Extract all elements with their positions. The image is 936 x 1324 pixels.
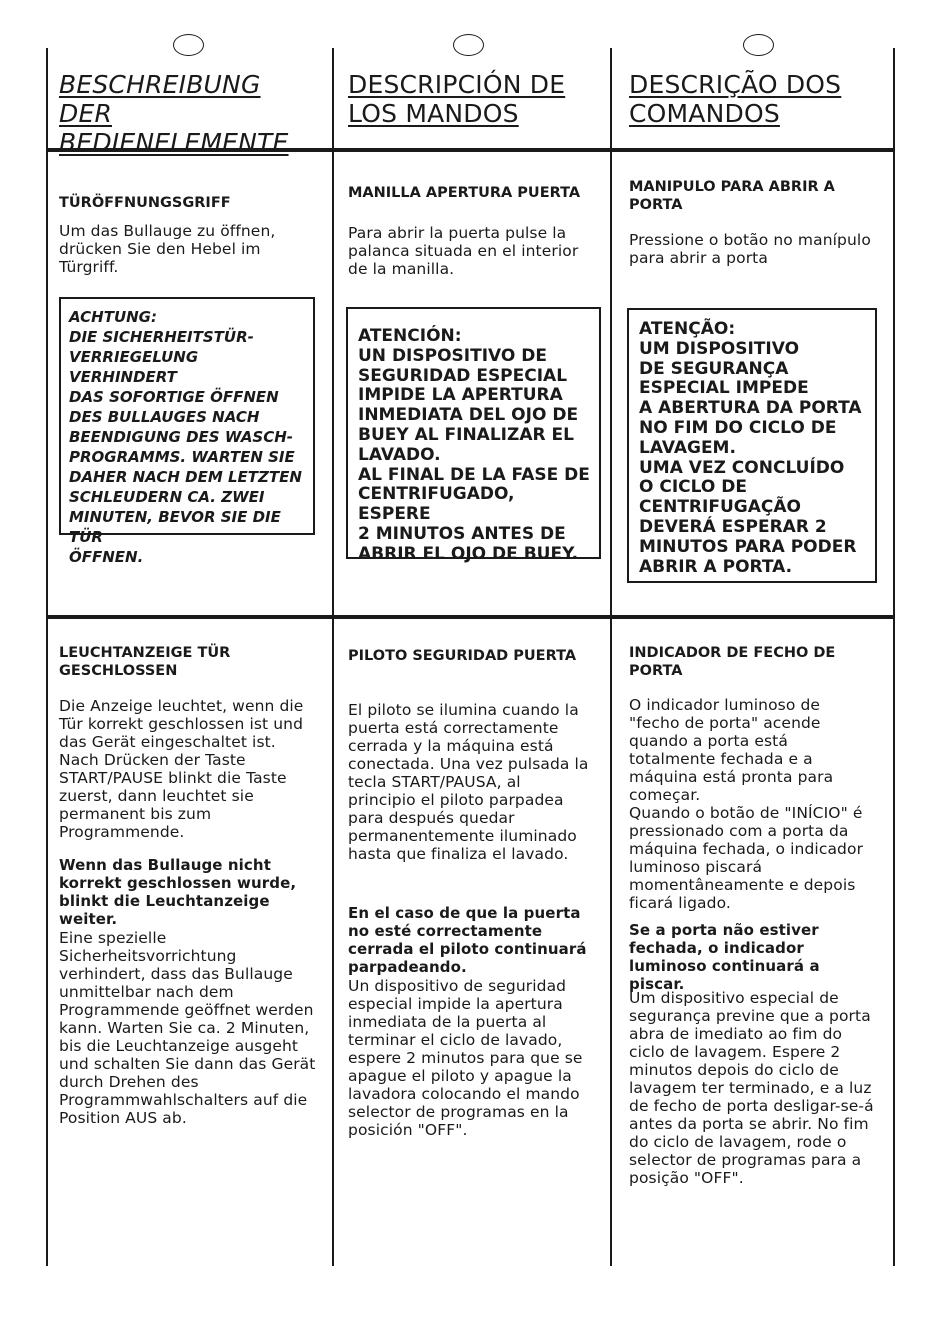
section-bold-text: Se a porta não estiver fechada, o indicador luminoso continuará a piscar. <box>629 921 820 993</box>
section-bold-text: Wenn das Bullauge nicht korrekt geschlossen wurde, blinkt die Leuchtanzeige weiter. <box>59 856 297 928</box>
section-text: Eine spezielle Sicherheitsvorrichtung verhindert, dass das Bullauge unmittelbar nach dem Programmende geöffnet werden kann. Warten Sie ca. 2 Minuten, bis die Leuchtanzeige ausgeht und schalten Sie dann das Gerät durch Drehen des Programmwahlschalters auf die Position AUS ab. <box>59 929 316 1127</box>
column-divider-2 <box>610 48 612 1266</box>
section-text: El piloto se ilumina cuando la puerta está correctamente cerrada y la máquina está conectada. Una vez pulsada la tecla START/PAUSA, al principio el piloto parpadea para después quedar permanentemente iluminado hasta que finaliza el lavado. <box>348 701 589 863</box>
title-line: DESCRIÇÃO DOS <box>629 70 842 99</box>
section-heading: MANILLA APERTURA PUERTA <box>348 185 581 201</box>
title-line: DESCRIPCIÓN DE <box>348 70 566 99</box>
language-mark-es <box>453 34 484 56</box>
section-rule <box>47 615 894 619</box>
section-text: Um das Bullauge zu öffnen, drücken Sie den Hebel im Türgriff. <box>59 222 276 276</box>
warning-box <box>346 307 601 564</box>
warning-text: ACHTUNG: DIE SICHERHEITSTÜR- VERRIEGELUNG VERHINDERT DAS SOFORTIGE ÖFFNEN DES BULLAUGES NACH BEENDIGUNG DES WASCH- PROGRAMMS. WARTEN SIE DAHER NACH DEM LETZTEN SCHLEUDERN CA. ZWEI MINUTEN, BEVOR SIE DIE TÜR ÖFFNEN. <box>69 308 302 566</box>
column-title-de <box>59 70 321 157</box>
column-title-es <box>348 70 600 128</box>
title-line: COMANDOS <box>629 99 780 128</box>
column-divider-right <box>893 48 895 1266</box>
column-divider-left <box>46 48 48 1266</box>
section-text: Pressione o botão no manípulo para abrir a porta <box>629 231 871 267</box>
section-heading: LEUCHTANZEIGE TÜR GESCHLOSSEN <box>59 645 231 679</box>
section-text: Um dispositivo especial de segurança previne que a porta abra de imediato ao fim do ciclo de lavagem. Espere 2 minutos depois do ciclo de lavagem ter terminado, e a luz de fecho de porta desligar-se-á antes da porta se abrir. No fim do ciclo de lavagem, rode o selector de programas para a posição "OFF". <box>629 989 874 1187</box>
section-text: Para abrir la puerta pulse la palanca situada en el interior de la manilla. <box>348 224 579 278</box>
warning-box <box>59 297 315 566</box>
title-line: BEDIENELEMENTE <box>59 128 289 157</box>
section-text: O indicador luminoso de "fecho de porta" acende quando a porta está totalmente fechada e a máquina está pronta para começar. Quando o botão de "INÍCIO" é pressionado com a porta da máquina fechada, o indicador luminoso piscará momentâneamente e depois ficará ligado. <box>629 696 864 912</box>
section-heading: MANIPULO PARA ABRIR A PORTA <box>629 179 835 213</box>
section-bold-text: En el caso de que la puerta no esté correctamente cerrada el piloto continuará parpadeando. <box>348 904 587 976</box>
language-mark-de <box>173 34 204 56</box>
column-divider-1 <box>332 48 334 1266</box>
language-mark-pt <box>743 34 774 56</box>
column-title-pt <box>629 70 881 128</box>
title-line: BESCHREIBUNG DER <box>59 70 261 128</box>
section-text: Un dispositivo de seguridad especial impide la apertura inmediata de la puerta al terminar el ciclo de lavado, espere 2 minutos para que se apague el piloto y apague la lavadora colocando el mando selector de programas en la posición "OFF". <box>348 977 583 1139</box>
section-heading: INDICADOR DE FECHO DE PORTA <box>629 645 836 679</box>
title-line: LOS MANDOS <box>348 99 519 128</box>
section-heading: PILOTO SEGURIDAD PUERTA <box>348 648 577 664</box>
warning-box <box>627 308 877 583</box>
warning-text: ATENCIÓN: UN DISPOSITIVO DE SEGURIDAD ESPECIAL IMPIDE LA APERTURA INMEDIATA DEL OJO DE BUEY AL FINALIZAR EL LAVADO. AL FINAL DE LA FASE DE CENTRIFUGADO, ESPERE 2 MINUTOS ANTES DE ABRIR EL OJO DE BUEY. <box>358 326 590 564</box>
section-text: Die Anzeige leuchtet, wenn die Tür korrekt geschlossen ist und das Gerät eingeschaltet ist. Nach Drücken der Taste START/PAUSE blinkt die Taste zuerst, dann leuchtet sie permanent bis zum Programmende. <box>59 697 304 841</box>
section-heading: TÜRÖFFNUNGSGRIFF <box>59 195 231 211</box>
warning-text: ATENÇÃO: UM DISPOSITIVO DE SEGURANÇA ESPECIAL IMPEDE A ABERTURA DA PORTA NO FIM DO CICLO DE LAVAGEM. UMA VEZ CONCLUÍDO O CICLO DE CENTRIFUGAÇÃO DEVERÁ ESPERAR 2 MINUTOS PARA PODER ABRIR A PORTA. <box>639 319 862 577</box>
